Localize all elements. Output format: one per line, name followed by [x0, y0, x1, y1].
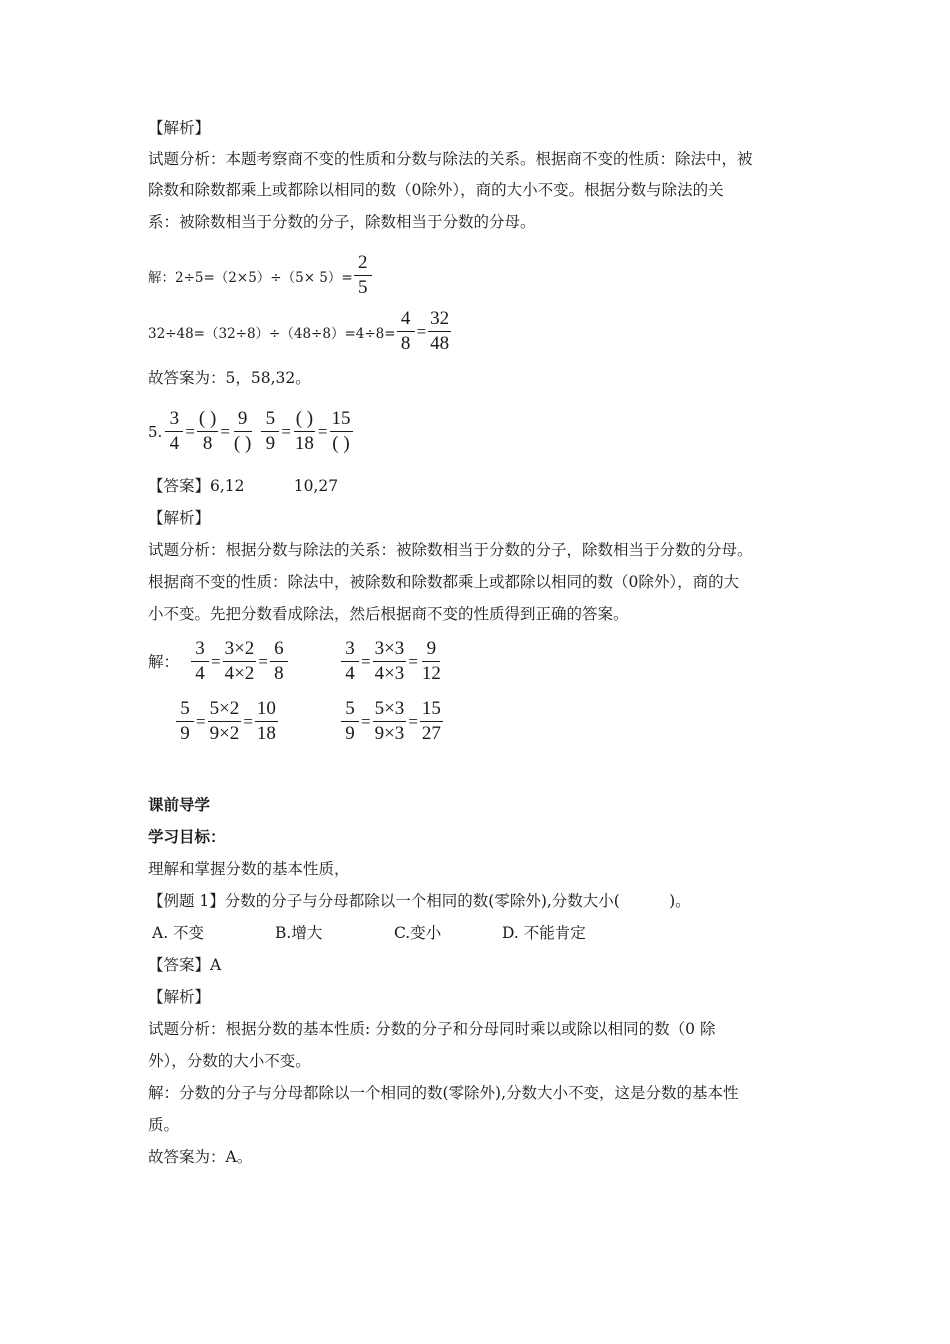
working-row: $\frac{5}{9}$ = $\frac{5\times 2}{9\times 2}$ = $\frac{10}{18}$: [175, 698, 279, 745]
fraction: $\frac{4}{8}$: [397, 308, 415, 355]
fraction: $\frac{5}{9}$: [261, 408, 279, 455]
section-title: 课前导学: [148, 796, 211, 814]
fraction-blank: $\frac{( )}{18}$: [294, 408, 314, 454]
working-row: $\frac{3}{4}$ = $\frac{3\times 2}{4\times 2}$ = $\frac{6}{8}$: [190, 638, 289, 685]
fraction-blank: $\frac{15}{( )}$: [331, 408, 351, 454]
fraction: $\frac{2}{5}$: [354, 252, 372, 299]
analysis-text-line: 系：被除数相当于分数的分子，除数相当于分数的分母。: [148, 213, 536, 231]
analysis-text-line: 试题分析：根据分数的基本性质: 分数的分子和分母同时乘以或除以相同的数（0 除: [148, 1020, 716, 1038]
goal-label: 学习目标：: [148, 828, 226, 846]
fraction: $\frac{3}{4}$: [165, 408, 183, 455]
answer-line: 【答案】A: [148, 956, 222, 974]
analysis-text-line: 小不变。先把分数看成除法，然后根据商不变的性质得到正确的答案。: [148, 605, 629, 623]
solution-label: 解：: [148, 653, 180, 671]
working-row: $\frac{3}{4}$ = $\frac{3\times 3}{4\times 3}$ = $\frac{9}{12}$: [340, 638, 444, 685]
analysis-heading: 【解析】: [148, 509, 211, 527]
answer-line: 【答案】6,12 10,27: [148, 477, 339, 495]
analysis-text-line: 试题分析：根据分数与除法的关系：被除数相当于分数的分子，除数相当于分数的分母。: [148, 541, 753, 559]
solution-text-line: 质。: [148, 1116, 180, 1134]
solution-expression: 32÷48=（32÷8）÷（48÷8）=4÷8=: [148, 325, 396, 342]
option-c: C.变小: [394, 924, 442, 942]
fraction-blank: $\frac{9}{( )}$: [233, 408, 252, 454]
option-b: B.增大: [275, 924, 323, 942]
solution-line-2: 32÷48=（32÷8）÷（48÷8）=4÷8= $\frac{4}{8}$ = $\frac{32}{48}$: [148, 308, 450, 354]
analysis-text-line: 除数和除数都乘上或都除以相同的数（0除外），商的大小不变。根据分数与除法的关: [148, 181, 724, 199]
option-d: D. 不能肯定: [502, 924, 586, 942]
example-question: 【例题 1】分数的分子与分母都除以一个相同的数(零除外),分数大小( )。: [148, 892, 691, 910]
solution-line-1: [148, 252, 373, 299]
analysis-heading: 【解析】: [148, 988, 211, 1006]
solution-expression: 解：2÷5=（2×5）÷（5× 5）=: [148, 269, 353, 286]
question-5: 5. $\frac{3}{4}$ = $\frac{( )}{8}$ = $\frac{9}{( )}$ $\frac{5}{9}$ = $\frac{( )}{18}$ = $\frac{15}{( )}$: [148, 408, 351, 454]
analysis-text-line: 外），分数的大小不变。: [148, 1052, 311, 1070]
fraction-blank: $\frac{( )}{8}$: [198, 408, 217, 454]
working-row: $\frac{5}{9}$ = $\frac{5\times 3}{9\times 3}$ = $\frac{15}{27}$: [340, 698, 444, 745]
solution-text-line: 解：分数的分子与分母都除以一个相同的数(零除外),分数大小不变，这是分数的基本性: [148, 1084, 739, 1102]
option-a: A. 不变: [152, 924, 205, 942]
analysis-text-line: 根据商不变的性质：除法中，被除数和除数都乘上或都除以相同的数（0除外），商的大: [148, 573, 740, 591]
final-answer: 故答案为：A。: [148, 1148, 253, 1166]
analysis-text-line: 试题分析：本题考察商不变的性质和分数与除法的关系。根据商不变的性质：除法中，被: [148, 150, 753, 168]
goal-text: 理解和掌握分数的基本性质，: [148, 860, 350, 878]
fraction: $\frac{32}{48}$: [430, 308, 450, 354]
answer-line: 故答案为：5，58,32。: [148, 369, 311, 387]
question-number: 5.: [148, 422, 163, 441]
analysis-heading: 【解析】: [148, 119, 211, 137]
